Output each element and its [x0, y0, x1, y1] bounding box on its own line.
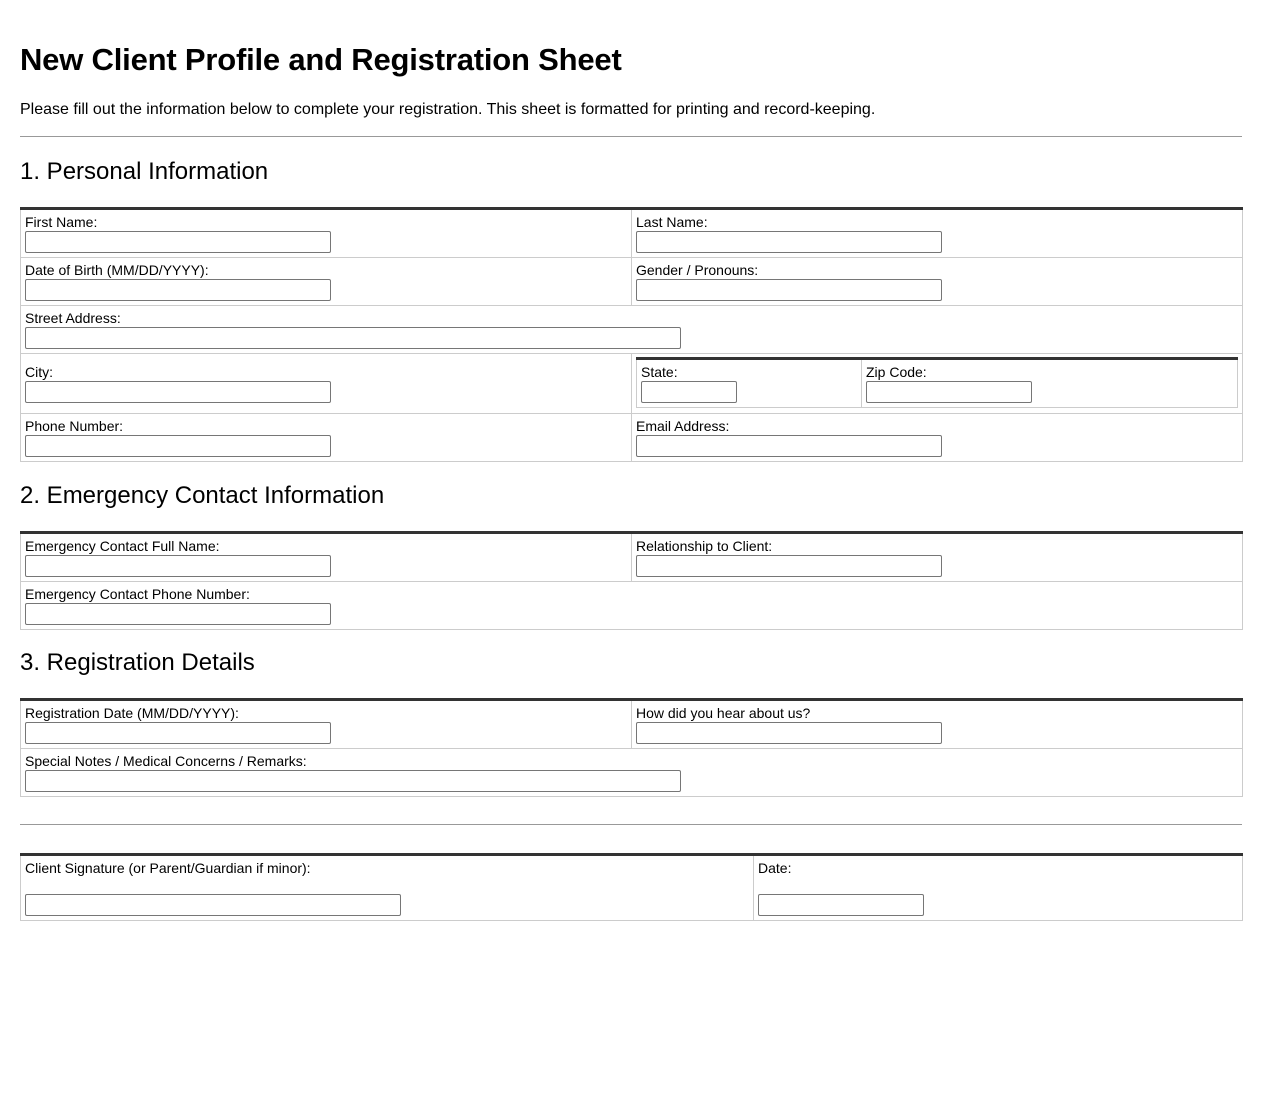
relationship-cell [632, 533, 1243, 582]
dob-label: Date of Birth (MM/DD/YYYY): [25, 262, 209, 278]
zip-input[interactable] [866, 381, 1032, 403]
email-input[interactable] [636, 435, 942, 457]
state-zip-cell [632, 354, 1243, 414]
registration-details-table [20, 698, 1243, 797]
emergency-name-label: Emergency Contact Full Name: [25, 538, 220, 554]
first-name-cell [21, 209, 632, 258]
phone-cell [21, 414, 632, 462]
city-label: City: [25, 364, 53, 380]
state-label: State: [641, 364, 678, 380]
referral-input[interactable] [636, 722, 942, 744]
email-cell [632, 414, 1243, 462]
divider-top [20, 136, 1242, 137]
dob-input[interactable] [25, 279, 331, 301]
section-heading-emergency: 2. Emergency Contact Information [20, 482, 385, 509]
registration-date-input[interactable] [25, 722, 331, 744]
signature-table [20, 853, 1243, 921]
signature-label: Client Signature (or Parent/Guardian if minor): [25, 860, 311, 876]
signature-cell [21, 855, 754, 921]
section-heading-registration: 3. Registration Details [20, 649, 255, 676]
zip-label: Zip Code: [866, 364, 927, 380]
gender-cell [632, 258, 1243, 306]
state-input[interactable] [641, 381, 737, 403]
registration-sheet [0, 0, 1262, 77]
emergency-phone-label: Emergency Contact Phone Number: [25, 586, 250, 602]
section-heading-personal: 1. Personal Information [20, 158, 269, 185]
email-label: Email Address: [636, 418, 730, 434]
personal-info-table [20, 207, 1243, 462]
phone-label: Phone Number: [25, 418, 124, 434]
registration-date-label: Registration Date (MM/DD/YYYY): [25, 705, 239, 721]
last-name-input[interactable] [636, 231, 942, 253]
first-name-label: First Name: [25, 214, 98, 230]
first-name-input[interactable] [25, 231, 331, 253]
notes-input[interactable] [25, 770, 681, 792]
registration-date-cell [21, 700, 632, 749]
gender-label: Gender / Pronouns: [636, 262, 759, 278]
notes-cell [21, 749, 1243, 797]
street-address-label: Street Address: [25, 310, 121, 326]
intro-text: Please fill out the information below to complete your registration. This sheet is formatted for printing and record-keeping. [20, 101, 876, 118]
last-name-cell [632, 209, 1243, 258]
referral-cell [632, 700, 1243, 749]
state-zip-table [636, 357, 1238, 408]
signature-date-input[interactable] [758, 894, 924, 916]
state-cell [637, 359, 862, 408]
gender-input[interactable] [636, 279, 942, 301]
relationship-label: Relationship to Client: [636, 538, 773, 554]
signature-input[interactable] [25, 894, 401, 916]
emergency-name-input[interactable] [25, 555, 331, 577]
city-cell [21, 354, 632, 414]
last-name-label: Last Name: [636, 214, 708, 230]
referral-label: How did you hear about us? [636, 705, 811, 721]
emergency-name-cell [21, 533, 632, 582]
zip-cell [862, 359, 1238, 408]
city-input[interactable] [25, 381, 331, 403]
emergency-phone-cell [21, 582, 1243, 630]
emergency-contact-table [20, 531, 1243, 630]
page-title: New Client Profile and Registration Sheet [20, 42, 622, 77]
relationship-input[interactable] [636, 555, 942, 577]
phone-input[interactable] [25, 435, 331, 457]
street-address-input[interactable] [25, 327, 681, 349]
signature-date-cell [754, 855, 1243, 921]
emergency-phone-input[interactable] [25, 603, 331, 625]
street-address-cell [21, 306, 1243, 354]
dob-cell [21, 258, 632, 306]
divider-bottom [20, 824, 1242, 825]
signature-date-label: Date: [758, 860, 792, 876]
notes-label: Special Notes / Medical Concerns / Remarks: [25, 753, 307, 769]
